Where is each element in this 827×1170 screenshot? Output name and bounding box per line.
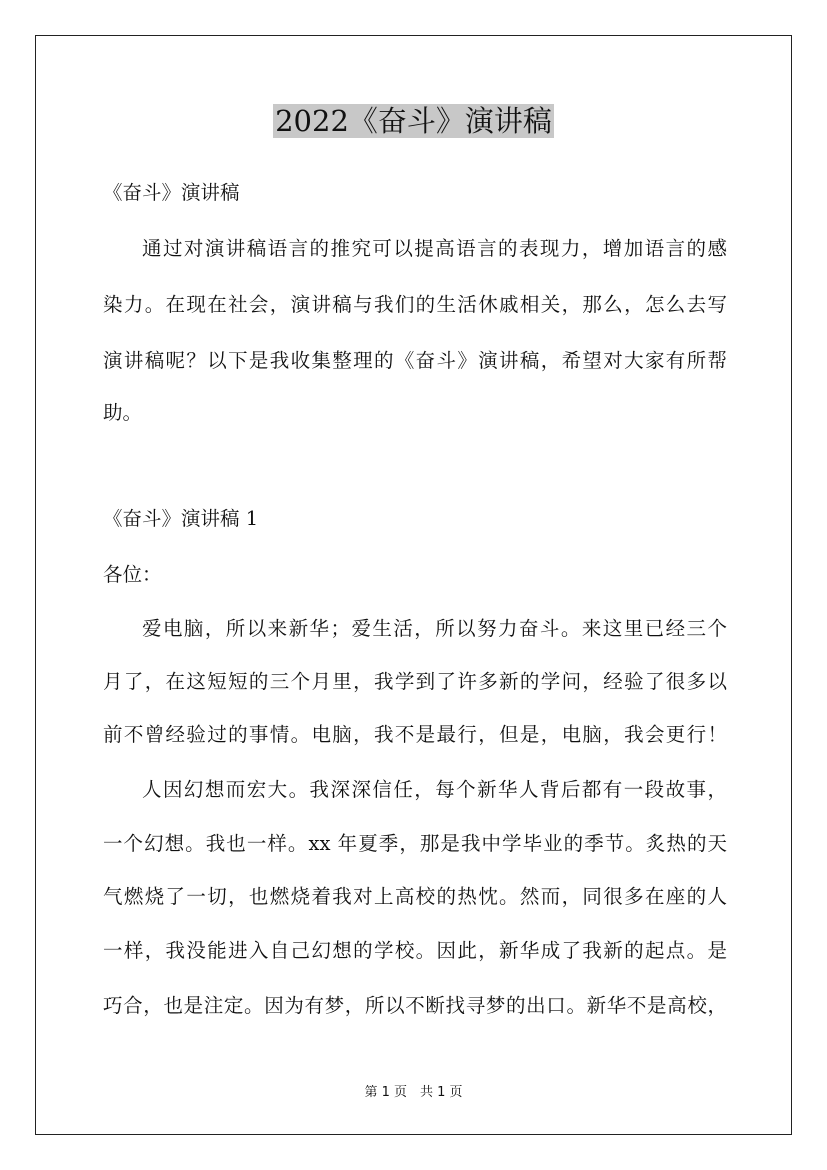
document-title (0, 100, 827, 142)
paragraph-line: 一样，我没能进入自己幻想的学校。因此，新华成了我新的起点。是 (103, 939, 727, 962)
paragraph-line: 巧合，也是注定。因为有梦，所以不断找寻梦的出口。新华不是高校， (103, 994, 727, 1017)
section-heading: 《奋斗》演讲稿 1 (103, 507, 259, 530)
paragraph-line: 助。 (103, 401, 143, 424)
paragraph-line: 前不曾经验过的事情。电脑，我不是最行，但是，电脑，我会更行！ (103, 723, 727, 746)
paragraph-line: 月了，在这短短的三个月里，我学到了许多新的学问，经验了很多以 (103, 670, 727, 693)
salutation: 各位： (103, 563, 162, 586)
paragraph-line: 演讲稿呢？以下是我收集整理的《奋斗》演讲稿，希望对大家有所帮 (103, 349, 727, 372)
paragraph-line: 通过对演讲稿语言的推究可以提高语言的表现力，增加语言的感 (142, 237, 727, 260)
section-heading: 《奋斗》演讲稿 (103, 181, 240, 204)
document-title-text: 2022《奋斗》演讲稿 (275, 104, 552, 138)
paragraph-line: 一个幻想。我也一样。xx 年夏季，那是我中学毕业的季节。炙热的天 (103, 832, 727, 855)
page-number-footer: 第 1 页 共 1 页 (364, 1085, 463, 1100)
paragraph-line: 气燃烧了一切，也燃烧着我对上高校的热忱。然而，同很多在座的人 (103, 885, 727, 908)
paragraph-line: 爱电脑，所以来新华；爱生活，所以努力奋斗。来这里已经三个 (142, 617, 727, 640)
paragraph-line: 染力。在现在社会，演讲稿与我们的生活休戚相关，那么，怎么去写 (103, 293, 727, 316)
paragraph-line: 人因幻想而宏大。我深深信任，每个新华人背后都有一段故事， (142, 778, 727, 801)
